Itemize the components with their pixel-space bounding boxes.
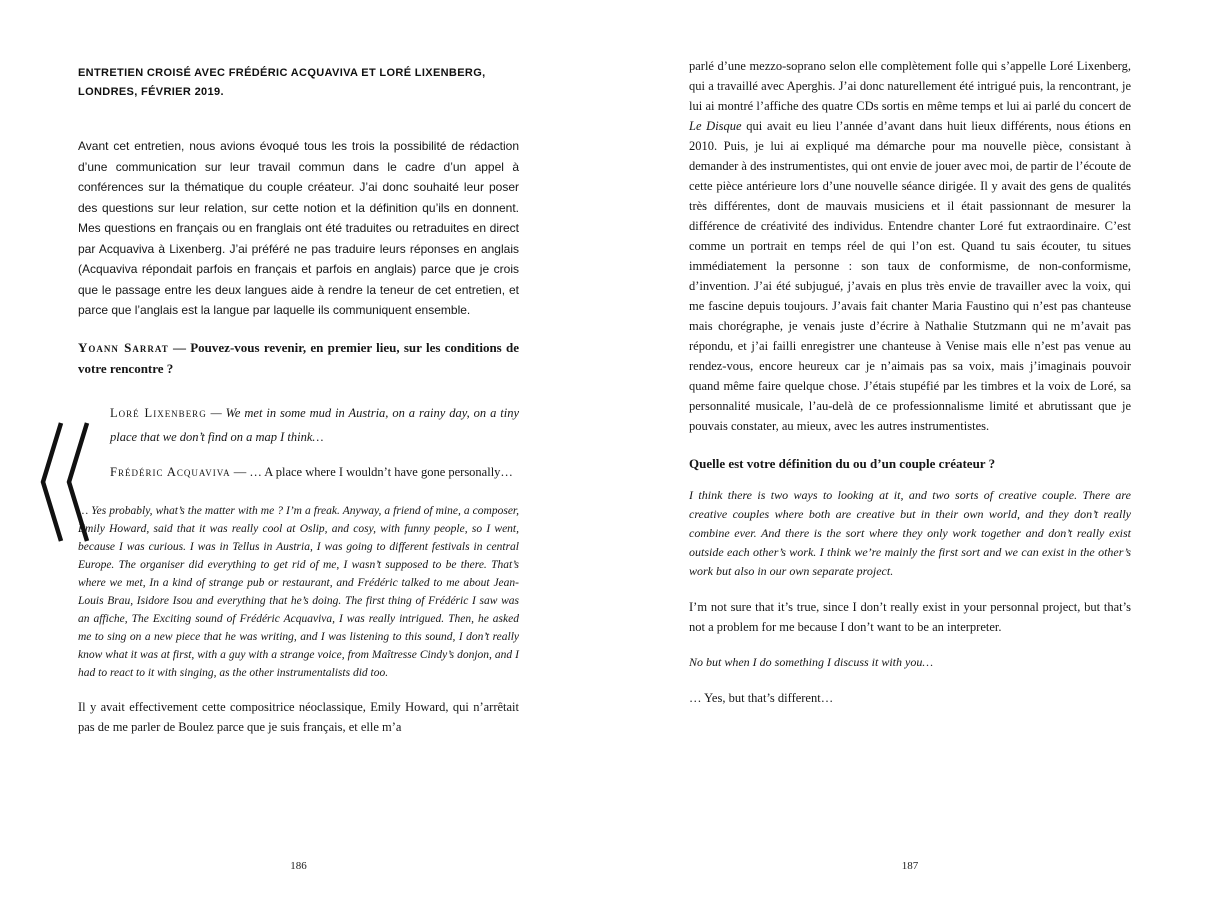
page-number-right: 187 [901, 860, 919, 872]
answer-acquaviva: I’m not sure that it’s true, since I don’t really exist in your personnal project, but that’s not a problem for me because I don’t want to be an interpreter. [689, 600, 1131, 634]
page-number-left: 186 [290, 860, 307, 872]
page-right [604, 0, 1208, 912]
reply-lixenberg-text: — We met in some mud in Austria, on a rainy day, on a tiny place that we don’t find on a map I think… [110, 405, 519, 444]
paragraph-acquaviva-continued [689, 56, 1131, 436]
speaker-name-sarrat: Yoann Sarrat [78, 339, 169, 355]
speaker-name-acquaviva: Frédéric Acquaviva [110, 464, 231, 479]
question-sarrat [78, 337, 519, 379]
editorial-note: Avant cet entretien, nous avions évoqué tous les trois la possibilité de rédaction d’une communication sur leur travail commun dans le cadre d’un appel à conférences sur la thématique du couple créateur. J’ai donc souhaité leur poser des questions sur leur relation, sur cette notion et la définition qu’ils en donnent. Mes questions en français ou en franglais ont été traduites ou retraduites en direct par Acquaviva à Lixenberg. J’ai préféré ne pas traduire leurs réponses en anglais (Acquaviva répondait parfois en français et parfois en anglais) parce que je crois que le passage entre les deux langues aide à rendre la teneur de cet entretien, et parce que l’anglais est la langue par laquelle ils communiquent ensemble. [78, 139, 519, 317]
continuation-text-after: qui avait eu lieu l’année d’avant dans huit lieux différents, nous étions en 2010. Puis, je lui ai expliqué ma démarche pour ma nouvelle pièce, consistant à demander à des instrumentistes, qui ont envie de jouer avec moi, de partir de l’écoute de cette pièce antérieure lors d’une nouvelle séance dirigée. Il y avait des gens de qualités très différentes, dont de mauvais musiciens et il était passionnant de mesurer la différence de créativité des individus. Entendre chanter Loré fut extraordinaire. C’est comme un portrait en temps réel de qui l’on est. Quand tu sais écouter, tu situes immédiatement la personne : son taux de conformisme, de non-conformisme, d’invention. J’ai été subjugué, j’avais en plus très envie de travailler avec la voix, qui me fascine depuis toujours. J’avais fait chanter Maria Faustino qui n’est pas chanteuse mais chorégraphe, je venais juste d’écrire à Nathalie Stutzmann qui ne m’avait pas répondu, et j’ai failli enregistrer une chanteuse à Venise mais elle n’est pas venue au rendez-vous, encore heureux car je n’aimais pas sa voix, mais j’imaginais pouvoir quand même faire quelque chose. J’étais stupéfié par les timbres et la voix de Loré, sa personnalité musicale, l’au-delà de ce professionnalisme limité et abrutissant que je pouvais constater, au mieux, avec les autres instrumentistes. [689, 119, 1131, 433]
speaker-name-lixenberg: Loré Lixenberg [110, 405, 207, 420]
work-title: Le Disque [689, 119, 742, 133]
paragraph-acquaviva: Il y avait effectivement cette compositrice néoclassique, Emily Howard, qui n’arrêtait pas de me parler de Boulez parce que je suis français, et elle m’a [78, 699, 519, 734]
continuation-text-before: parlé d’une mezzo-soprano selon elle complètement folle qui s’appelle Loré Lixenberg, qui a travaillé avec Aperghis. J’ai donc naturellement été intrigué puis, la rencontrant, je lui ai montré l’affiche des quatre CDs sortis en même temps et lui ai parlé du concert de [689, 59, 1131, 113]
chapter-title: ENTRETIEN CROISÉ AVEC FRÉDÉRIC ACQUAVIVA ET LORÉ LIXENBERG, LONDRES, FÉVRIER 2019. [78, 67, 486, 98]
remark-acquaviva: … Yes, but that’s different… [689, 691, 834, 705]
answer-lixenberg: I think there is two ways to looking at it, and two sorts of creative couple. There are creative couples where both are creative but in their own world, and they don’t really combine ever. And there is the sort where they only work together and don’t really exist outside each other’s work. I think we’re mainly the first sort and we can exist in the other’s work but also in our own separate project. [689, 488, 1131, 578]
opening-replies [78, 401, 519, 484]
reply-acquaviva [110, 460, 519, 484]
opening-quote-mark-icon [40, 420, 92, 544]
reply-lixenberg [110, 401, 519, 449]
remark-lixenberg: No but when I do something I discuss it with you… [689, 655, 933, 669]
question-couple-createur: Quelle est votre définition du ou d’un couple créateur ? [689, 456, 996, 471]
reply-acquaviva-text: — … A place where I wouldn’t have gone personally… [230, 464, 513, 479]
question-sarrat-text: — Pouvez-vous revenir, en premier lieu, sur les conditions de votre rencontre ? [78, 339, 519, 376]
monologue-lixenberg: … Yes probably, what’s the matter with me ? I’m a freak. Anyway, a friend of mine, a composer, Emily Howard, said that it was really cool at Oslip, and cosy, with funny people, so I went, because I was curious. I was in Tellus in Austria, I was going to different festivals in central Europe. The organiser did everything to get rid of me, I wasn’t supposed to be there. That’s where we met, In a kind of strange pub or restaurant, and Frédéric talked to me about Jean-Louis Brau, Isidore Isou and everything that he’s doing. The first thing of Frédéric I saw was an affiche, The Exciting sound of Frédéric Acquaviva, I was really intrigued. Then, he asked me to sing on a new piece that he was writing, and I was listening to this sound, I don’t really know what it was at first, with a guy with a strange voice, from Maîtresse Cindy’s donjon, and I had to react to it with singing, as the other instrumentalists did too. [78, 504, 519, 679]
